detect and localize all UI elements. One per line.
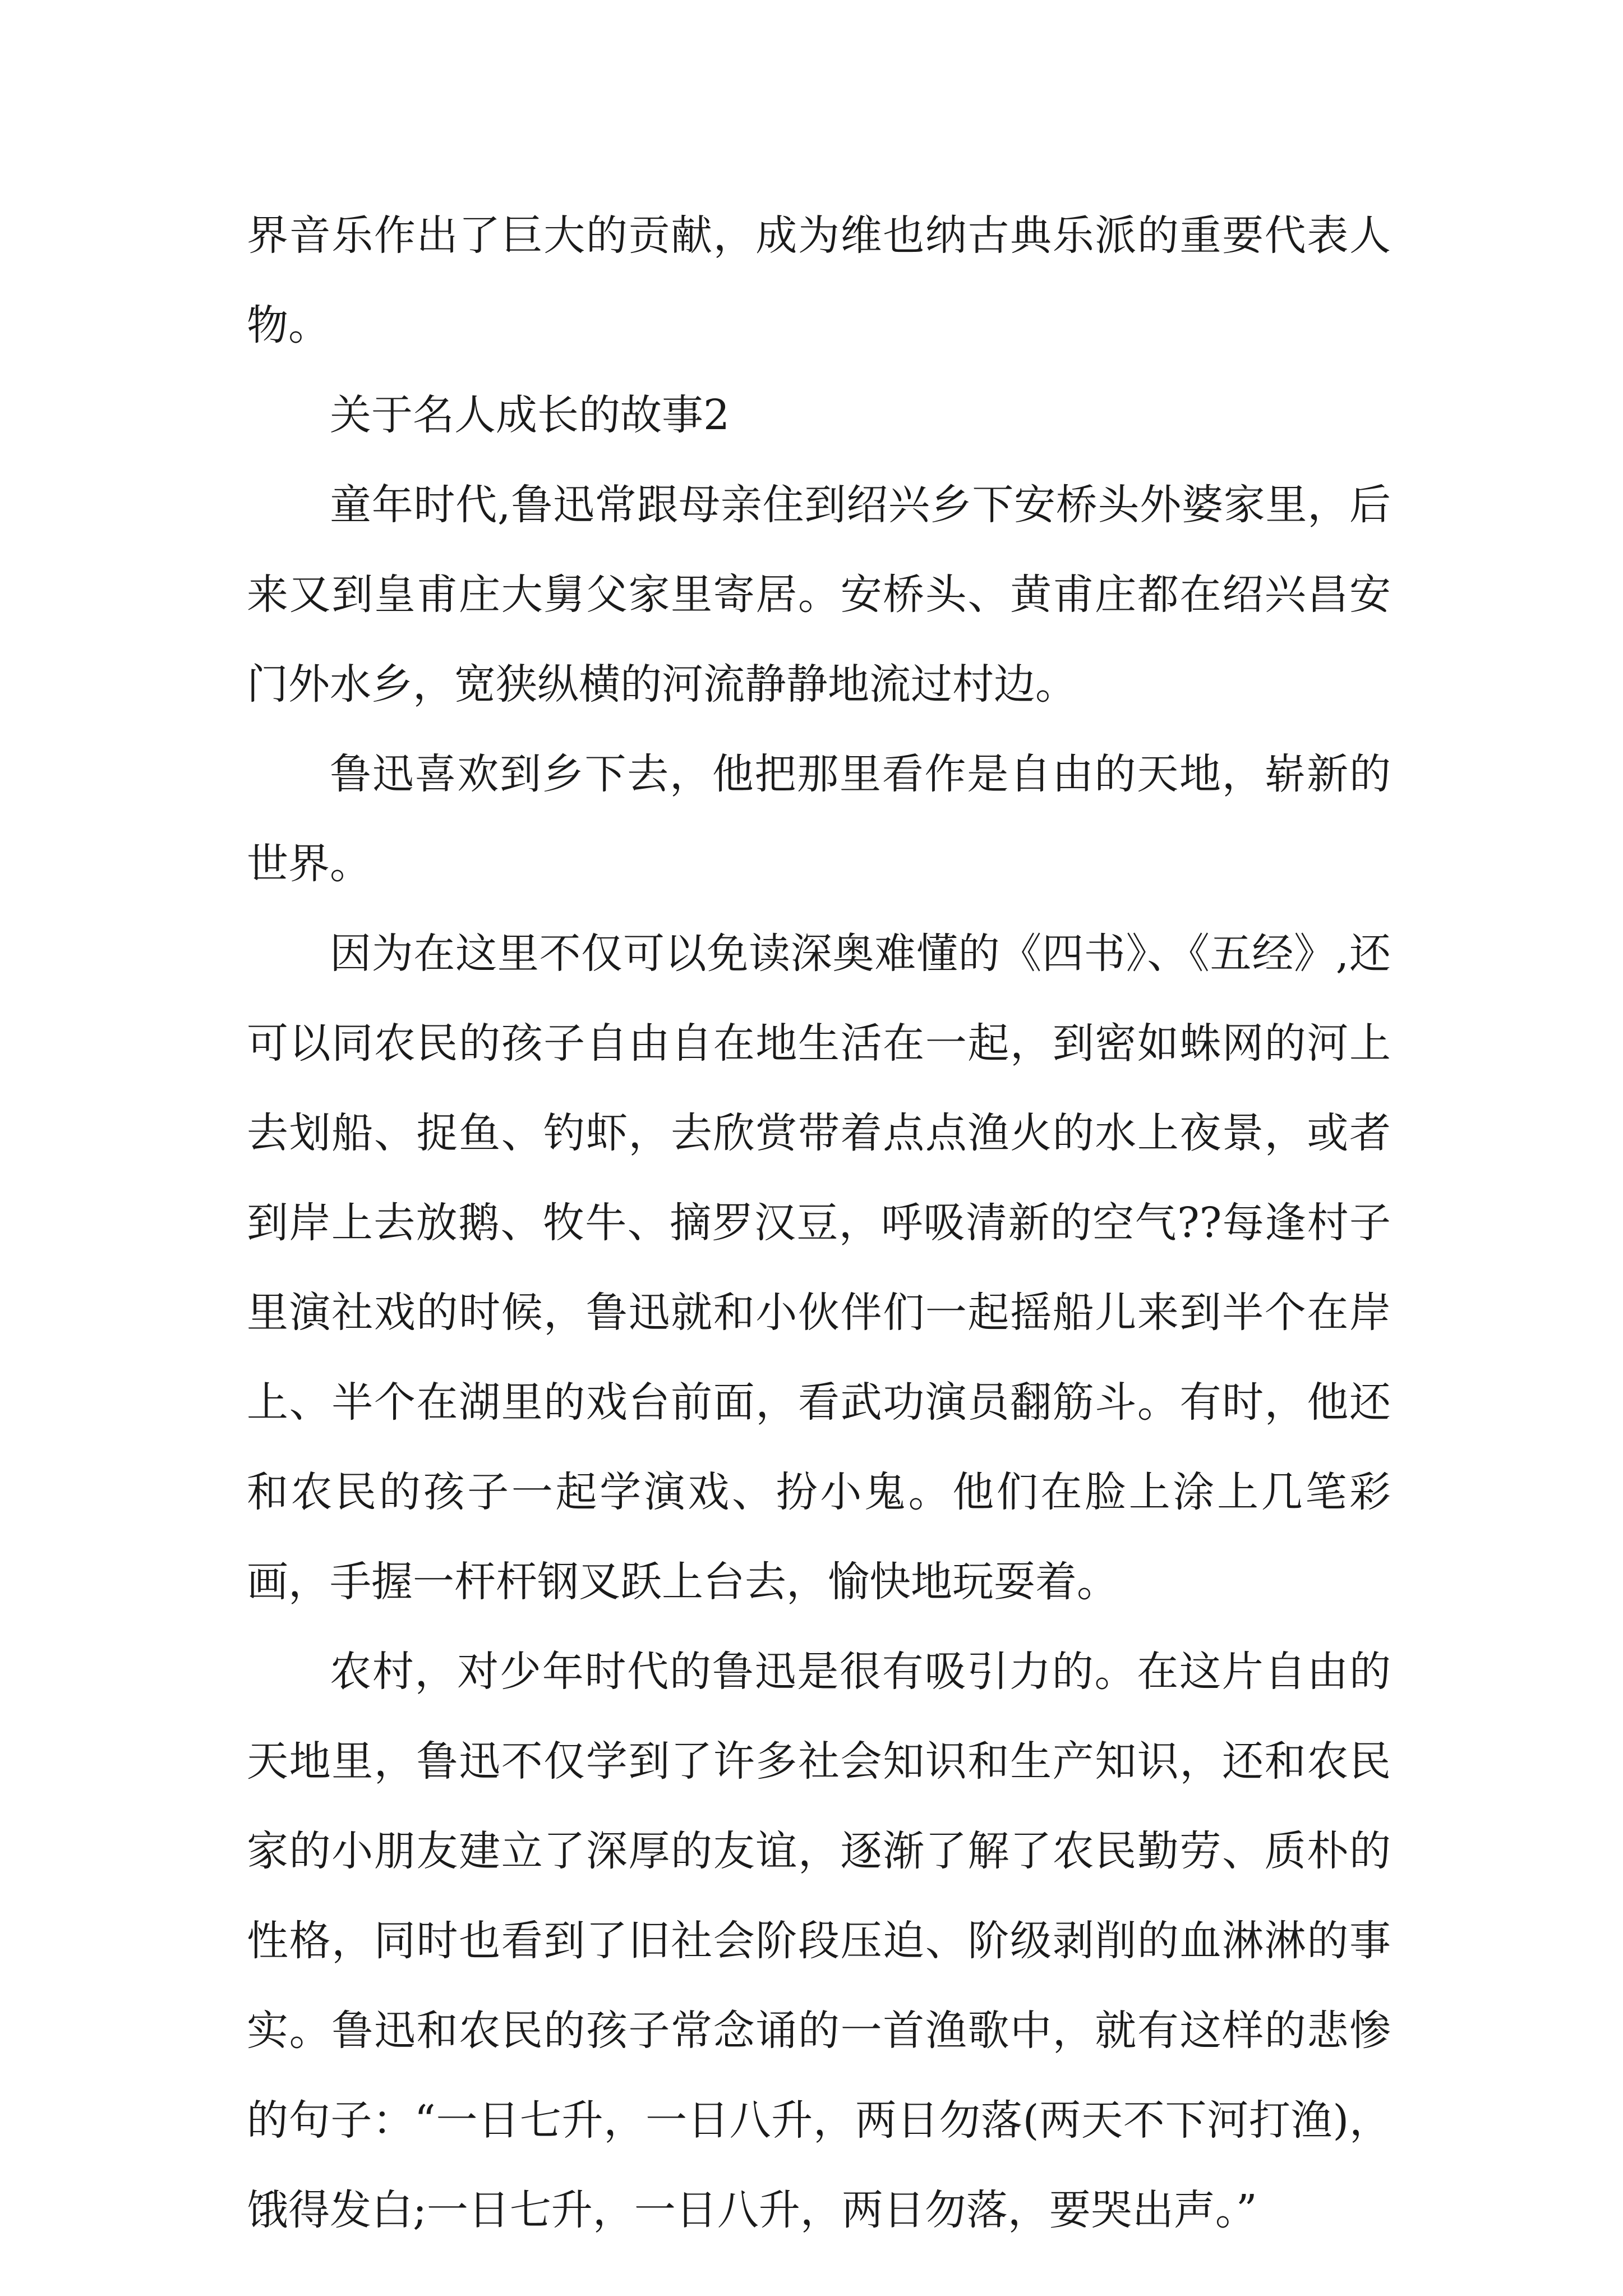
paragraph-continuation: 界音乐作出了巨大的贡献，成为维也纳古典乐派的重要代表人物。 xyxy=(247,211,1391,349)
paragraph: 农村，对少年时代的鲁迅是很有吸引力的。在这片自由的天地里，鲁迅不仅学到了许多社会知识和生产知识，还和农民家的小朋友建立了深厚的友谊，逐渐了解了农民勤劳、质朴的性格，同时也看到了旧社会阶段压迫、阶级剥削的血淋淋的事实。鲁迅和农民的孩子常念诵的一首渔歌中，就有这样的悲惨的句子：“一日七升，一日八升，两日勿落(两天不下河打渔)，饿得发白;一日七升，一日八升，两日勿落，要哭出声。” xyxy=(247,1648,1391,2234)
paragraph: 童年时代,鲁迅常跟母亲住到绍兴乡下安桥头外婆家里，后来又到皇甫庄大舅父家里寄居。安桥头、黄甫庄都在绍兴昌安门外水乡，宽狭纵横的河流静静地流过村边。 xyxy=(247,481,1391,708)
section-heading: 关于名人成长的故事2 xyxy=(330,391,730,439)
paragraph: 因为在这里不仅可以免读深奥难懂的《四书》、《五经》,还可以同农民的孩子自由自在地生活在一起，到密如蛛网的河上去划船、捉鱼、钓虾，去欣赏带着点点渔火的水上夜景，或者到岸上去放鹅、牧牛、摘罗汉豆，呼吸清新的空气??每逢村子里演社戏的时候，鲁迅就和小伙伴们一起摇船儿来到半个在岸上、半个在湖里的戏台前面，看武功演员翻筋斗。有时，他还和农民的孩子一起学演戏、扮小鬼。他们在脸上涂上几笔彩画，手握一杆杆钢叉跃上台去，愉快地玩耍着。 xyxy=(247,930,1391,1606)
paragraph: 鲁迅喜欢到乡下去，他把那里看作是自由的天地，崭新的世界。 xyxy=(247,750,1391,888)
document-body xyxy=(247,191,1391,2255)
